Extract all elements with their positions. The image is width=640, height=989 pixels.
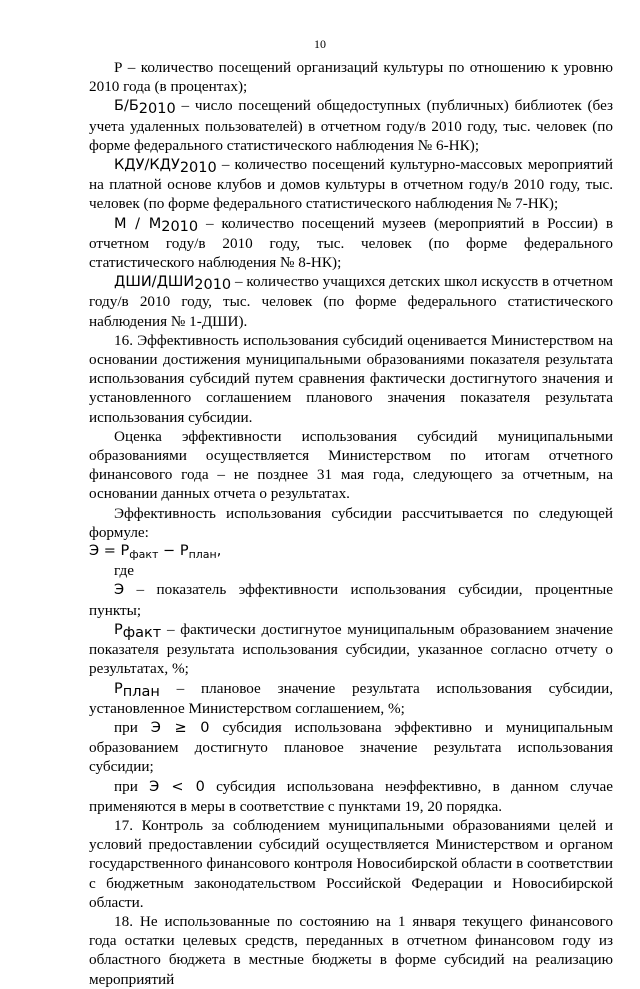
definition-text: – фактически достигнутое муниципальным образованием значение показателя результата использования субсидии, указанное согласно отчету о результатах, %; — [89, 620, 613, 678]
condition-math: Э ≥ 0 — [150, 719, 210, 736]
definition-text: – количество посещений музеев (мероприятий в России) в отчетном году/в 2010 году, тыс. человек (по форме федерального статистического наблюдения № 8-НК); — [89, 214, 613, 272]
symbol: Б/Б — [114, 98, 139, 115]
definition-p-fact — [89, 620, 613, 679]
definition-text: – количество посещений организаций культуры по отношению к уровню 2010 года (в процентах); — [89, 59, 613, 96]
definition-p-plan — [89, 679, 613, 718]
paragraph-18: 18. Не использованные по состоянию на 1 января текущего финансового года остатки целевых средств, переданных в отчетном финансовом году из областного бюджета в местные бюджеты в форме субсидий на реализацию мероприятий — [89, 912, 613, 988]
definition-text: – количество учащихся детских школ искусств в отчетном году/в 2010 году, тыс. человек (по форме федерального статистического наблюдения № 1-ДШИ). — [89, 273, 613, 330]
paragraph-dshi-definition — [89, 272, 613, 331]
symbol: ДШИ/ДШИ — [114, 274, 195, 291]
condition-effective: при Э ≥ 0 субсидия использована эффективно и муниципальным образованием достигнуто плановое значение результата использования субсидии; — [89, 718, 614, 776]
condition-text: субсидия использована эффективно и муниципальным образованием достигнуто плановое значение результата использования субсидии; — [89, 718, 614, 776]
paragraph-museums-definition — [89, 214, 613, 273]
paragraph-17: 17. Контроль за соблюдением муниципальными образованиями целей и условий предоставлении субсидий осуществляется Министерством и органом государственного финансового контроля Новосибирской области в соответствии с бюджетным законодательством Российской Федерации и Новосибирской области. — [89, 816, 613, 911]
paragraph-kdu-definition — [89, 155, 613, 214]
symbol: КДУ/КДУ — [114, 157, 180, 174]
definition-text: – показатель эффективности использования субсидии, процентные пункты; — [89, 581, 613, 619]
body-text — [89, 58, 613, 989]
paragraph-formula-intro: Эффективность использования субсидии рассчитывается по следующей формуле: — [89, 504, 613, 541]
symbol-subscript: 2010 — [194, 277, 232, 294]
page-number: 10 — [314, 37, 326, 51]
symbol-subscript: 2010 — [161, 218, 199, 235]
where-label: где — [114, 562, 134, 580]
paragraph-libraries-definition — [89, 96, 613, 155]
symbol-subscript: 2010 — [179, 160, 217, 177]
definition-text: – количество посещений культурно-массовых мероприятий на платной основе клубов и домов культуры в отчетном году/в 2010 году, тыс. человек (по форме федерального статистического наблюдения № 7-НК); — [89, 156, 613, 213]
symbol-subscript: факт — [122, 624, 162, 641]
condition-math: Э < 0 — [149, 778, 205, 795]
paragraph-efficiency-assessment: Оценка эффективности использования субсидий муниципальными образованиями осуществляется Министерством по итогам отчетного финансового года – не позднее 31 мая года, следующего за отчетным, на основании данных отчета о результатах. — [89, 427, 613, 503]
condition-text: субсидия использована неэффективно, в данном случае применяются в меры в соответствие с пунктами 19, 20 порядка. — [89, 777, 613, 815]
definition-text: – число посещений общедоступных (публичных) библиотек (без учета удаленных пользователей) в отчетном году/в 2010 году, тыс. человек (по форме федерального статистического наблюдения № 6-НК); — [89, 97, 613, 154]
symbol: Р — [114, 621, 123, 638]
paragraph-p-definition — [89, 58, 613, 96]
symbol: Э — [114, 582, 125, 599]
definition-text: – плановое значение результата использования субсидии, установленное Министерством соглашением, %; — [89, 679, 613, 717]
symbol: Р — [114, 680, 123, 697]
symbol-subscript: план — [122, 683, 160, 700]
paragraph-16: 16. Эффективность использования субсидий оценивается Министерством на основании достижения муниципальными образованиями показателя результата использования субсидий путем сравнения фактически достигнутого значения и установленного соглашением планового значения показателя результата использования субсидии. — [89, 331, 613, 426]
efficiency-formula: $Э = Р_{факт} - Р_{план}$, — [89, 543, 222, 562]
definition-e — [89, 580, 613, 619]
symbol-subscript: 2010 — [138, 101, 176, 118]
symbol: М / М — [114, 215, 162, 232]
condition-ineffective: при Э < 0 субсидия использована неэффективно, в данном случае применяются в меры в соответствие с пунктами 19, 20 порядка. — [89, 777, 613, 815]
symbol: Р — [114, 59, 123, 76]
